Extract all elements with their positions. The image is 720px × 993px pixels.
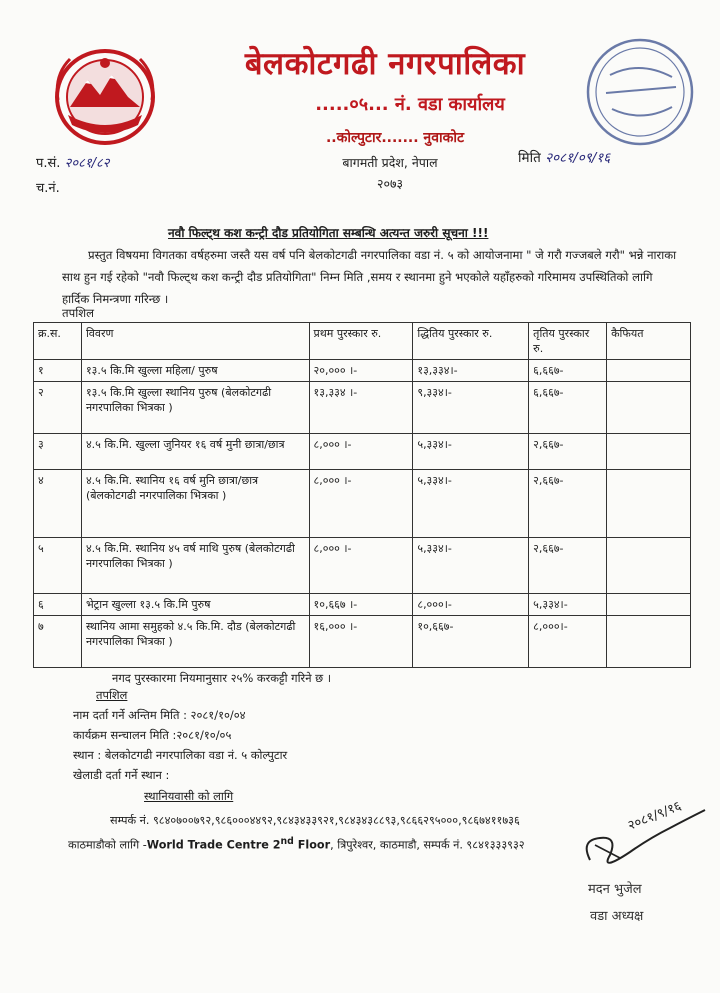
notice-title: नवौ फिल्ट्थ कश कन्ट्री दौड प्रतियोगिता सम्बन्धि अत्यन्त जरुरी सूचना !!! bbox=[168, 226, 489, 240]
cell-second: ५,३३४।- bbox=[413, 470, 529, 538]
column-header: प्रथम पुरस्कार रु. bbox=[309, 323, 413, 360]
cell-third: ६,६६७- bbox=[529, 382, 607, 434]
province-line: बागमती प्रदेश, नेपाल bbox=[342, 155, 438, 170]
cell-remarks bbox=[607, 434, 691, 470]
table-header-row bbox=[34, 323, 691, 360]
contact-numbers: ९८४०७००७९२,९८६०००४४९२,९८४३४३३९२१,९८४३४३८८९३,९८६६२९५०००,९८६७४११७३६ bbox=[152, 814, 520, 827]
municipality-title: बेलकोटगढी नगरपालिका bbox=[244, 46, 526, 82]
established-year: २०७३ bbox=[376, 176, 403, 191]
cell-third: ८,०००।- bbox=[529, 616, 607, 668]
ktm-rest: , त्रिपुरेश्वर, काठमाडौ, सम्पर्क नं. ९८४१३३३९३२ bbox=[330, 838, 525, 852]
table-row bbox=[34, 360, 691, 382]
contact-label: सम्पर्क नं. bbox=[110, 814, 150, 827]
cell-remarks bbox=[607, 360, 691, 382]
intro-paragraph: प्रस्तुत विषयमा विगतका वर्षहरुमा जस्तै यस वर्ष पनि बेलकोटगढी नगरपालिका वडा नं. ५ को आयोजनामा " जे गरौ गज्जबले गरौ" भन्ने नाराका साथ हुन गई रहेको "नवौ फिल्ट्थ कश कन्ट्री दौड प्रतियोगिता" निम्न मिति ,समय र स्थानमा हुने भएकोले यहाँहरुको गरिमामय उपस्थितिको लागि हार्दिक निमन्त्रणा गरिन्छ । bbox=[62, 248, 677, 306]
dispatch-number bbox=[36, 178, 60, 196]
cell-remarks bbox=[607, 594, 691, 616]
reference-number bbox=[36, 153, 110, 171]
event-date: कार्यक्रम सन्चालन मिति :२०८१/१०/०५ bbox=[73, 728, 232, 742]
signature bbox=[570, 800, 710, 880]
cell-second: ९,३३४।- bbox=[413, 382, 529, 434]
table-row bbox=[34, 382, 691, 434]
cell-remarks bbox=[607, 382, 691, 434]
column-header: विवरण bbox=[81, 323, 309, 360]
table-row bbox=[34, 538, 691, 594]
cell-desc: १३.५ कि.मि खुल्ला स्थानिय पुरुष (बेलकोटगढी नगरपालिका भित्रका ) bbox=[81, 382, 309, 434]
prize-table bbox=[33, 322, 691, 668]
cell-second: ५,३३४।- bbox=[413, 434, 529, 470]
cell-sn: ६ bbox=[34, 594, 82, 616]
cell-first: ८,००० ।- bbox=[309, 470, 413, 538]
cell-sn: ५ bbox=[34, 538, 82, 594]
cell-second: १३,३३४।- bbox=[413, 360, 529, 382]
table-row bbox=[34, 594, 691, 616]
kathmandu-contact-line bbox=[68, 836, 525, 853]
details-heading: तपशिल bbox=[96, 688, 128, 702]
cell-sn: १ bbox=[34, 360, 82, 382]
ktm-sup: nd bbox=[280, 836, 294, 847]
cell-third: २,६६७- bbox=[529, 538, 607, 594]
cell-desc: ४.५ कि.मि. स्थानिय १६ वर्ष मुनि छात्रा/छात्र (बेलकोटगढी नगरपालिका भित्रका ) bbox=[81, 470, 309, 538]
cell-desc: ४.५ कि.मि. स्थानिय ४५ वर्ष माथि पुरुष (बेलकोटगढी नगरपालिका भित्रका ) bbox=[81, 538, 309, 594]
venue: स्थान : बेलकोटगढी नगरपालिका वडा नं. ५ कोल्पुटार bbox=[73, 748, 288, 762]
table-row bbox=[34, 434, 691, 470]
column-header: क्र.स. bbox=[34, 323, 82, 360]
cn-label: च.नं. bbox=[36, 181, 60, 196]
cell-second: ५,३३४।- bbox=[413, 538, 529, 594]
ps-label: प.सं. bbox=[36, 156, 61, 171]
column-header: कैफियत bbox=[607, 323, 691, 360]
cell-remarks bbox=[607, 470, 691, 538]
cell-third: २,६६७- bbox=[529, 434, 607, 470]
cell-first: २०,००० ।- bbox=[309, 360, 413, 382]
cell-first: ८,००० ।- bbox=[309, 538, 413, 594]
ktm-floor: Floor bbox=[293, 838, 331, 852]
cell-desc: ४.५ कि.मि. खुल्ला जुनियर १६ वर्ष मुनी छात्रा/छात्र bbox=[81, 434, 309, 470]
cell-sn: ४ bbox=[34, 470, 82, 538]
registration-place: खेलाडी दर्ता गर्ने स्थान : bbox=[73, 768, 170, 782]
date-label: मिति bbox=[518, 150, 541, 166]
cell-first: १०,६६७ ।- bbox=[309, 594, 413, 616]
ktm-venue: World Trade Centre 2 bbox=[146, 838, 281, 852]
cell-third: ५,३३४।- bbox=[529, 594, 607, 616]
date-value: २०८१/०९/१६ bbox=[545, 150, 611, 166]
ktm-prefix: काठमाडौको लागि - bbox=[68, 838, 147, 852]
signature-date: २०८१/९/१६ bbox=[625, 800, 684, 834]
cell-desc: भेट्रान खुल्ला १३.५ कि.मि पुरुष bbox=[81, 594, 309, 616]
signatory-role: वडा अध्यक्ष bbox=[590, 909, 644, 924]
cell-sn: २ bbox=[34, 382, 82, 434]
tapasil-label: तपशिल bbox=[62, 306, 94, 320]
for-locals-label: स्थानियवासी को लागि bbox=[144, 789, 234, 803]
cell-third: ६,६६७- bbox=[529, 360, 607, 382]
issue-date bbox=[518, 148, 610, 166]
table-row bbox=[34, 470, 691, 538]
cell-sn: ३ bbox=[34, 434, 82, 470]
table-row bbox=[34, 616, 691, 668]
column-header: तृतिय पुरस्कार रु. bbox=[529, 323, 607, 360]
registration-deadline: नाम दर्ता गर्ने अन्तिम मिति : २०८१/१०/०४ bbox=[73, 708, 246, 722]
tax-note: नगद पुरस्कारमा नियमानुसार २५% करकट्टी गरिने छ । bbox=[112, 671, 332, 685]
nepal-emblem-logo bbox=[50, 45, 160, 150]
cell-second: १०,६६७- bbox=[413, 616, 529, 668]
location-line: ..कोल्पुटार....... नुवाकोट bbox=[325, 130, 465, 146]
column-header: द्धितिय पुरस्कार रु. bbox=[413, 323, 529, 360]
ps-value: २०८१/८२ bbox=[64, 156, 110, 171]
cell-remarks bbox=[607, 538, 691, 594]
cell-second: ८,०००।- bbox=[413, 594, 529, 616]
cell-first: १६,००० ।- bbox=[309, 616, 413, 668]
signatory-name: मदन भुजेल bbox=[588, 882, 642, 897]
ward-office-title: .....०५... नं. वडा कार्यालय bbox=[315, 94, 505, 115]
cell-remarks bbox=[607, 616, 691, 668]
cell-desc: स्थानिय आमा समुहको ४.५ कि.मि. दौड (बेलकोटगढी नगरपालिका भित्रका ) bbox=[81, 616, 309, 668]
office-stamp bbox=[580, 35, 700, 150]
cell-desc: १३.५ कि.मि खुल्ला महिला/ पुरुष bbox=[81, 360, 309, 382]
cell-first: १३,३३४ ।- bbox=[309, 382, 413, 434]
contact-line bbox=[110, 813, 520, 828]
cell-first: ८,००० ।- bbox=[309, 434, 413, 470]
cell-sn: ७ bbox=[34, 616, 82, 668]
cell-third: २,६६७- bbox=[529, 470, 607, 538]
